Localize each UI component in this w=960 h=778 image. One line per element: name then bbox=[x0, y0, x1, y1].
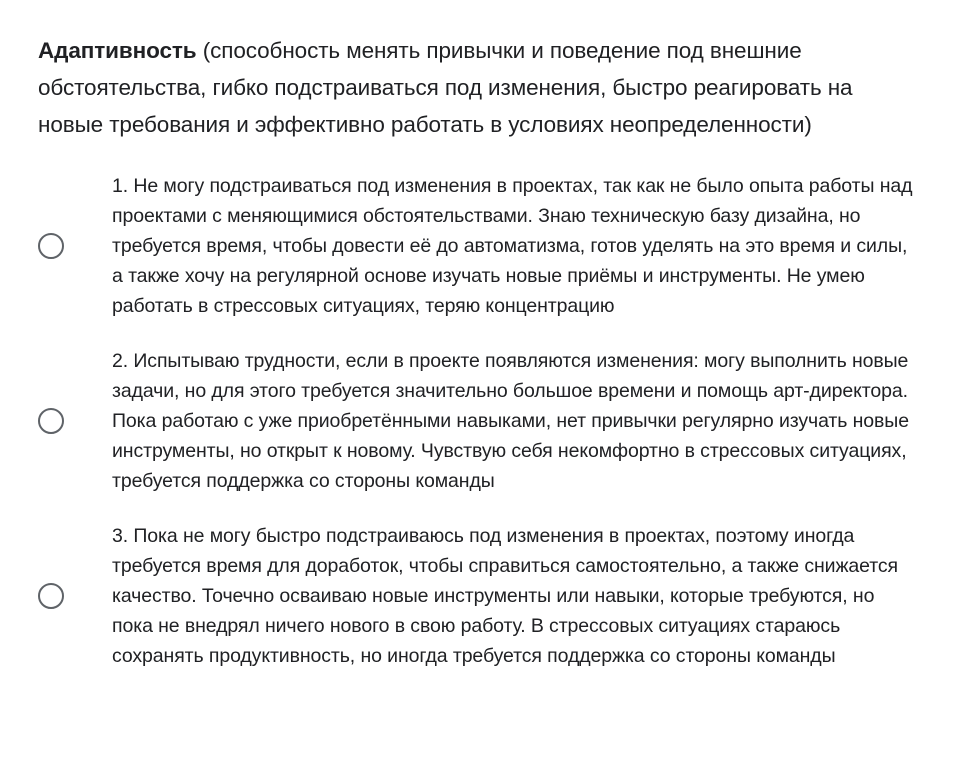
option-label[interactable]: 1. Не могу подстраиваться под изменения в проектах, так как не было опыта работы над проектами с меняющимися обстоятельствами. Знаю техническую базу дизайна, но требуется время, чтобы довести её до автоматизма, готов уделять на это время и силы, а также хочу на регулярной основе изучать новые приёмы и инструменты. Не умею работать в стрессовых ситуациях, теряю концентрацию bbox=[112, 175, 913, 317]
radio-button-icon[interactable] bbox=[38, 583, 64, 609]
radio-button-icon[interactable] bbox=[38, 233, 64, 259]
radio-option-2[interactable] bbox=[38, 346, 920, 496]
radio-option-3[interactable] bbox=[38, 521, 920, 671]
radio-group bbox=[38, 171, 920, 671]
option-label-wrapper bbox=[86, 346, 920, 496]
option-label-wrapper bbox=[86, 171, 920, 321]
question-title: Адаптивность bbox=[38, 38, 197, 63]
radio-option-1[interactable] bbox=[38, 171, 920, 321]
option-label[interactable]: 3. Пока не могу быстро подстраиваюсь под изменения в проектах, поэтому иногда требуется время для доработок, чтобы справиться самостоятельно, а также снижается качество. Точечно осваиваю новые инструменты или навыки, которые требуются, но пока не внедрял ничего нового в свою работу. В стрессовых ситуациях стараюсь сохранять продуктивность, но иногда требуется поддержка со стороны команды bbox=[112, 525, 898, 667]
option-label-wrapper bbox=[86, 521, 920, 671]
question-text bbox=[38, 32, 918, 143]
radio-button-icon[interactable] bbox=[38, 408, 64, 434]
question-description: (способность менять привычки и поведение под внешние обстоятельства, гибко подстраиваться под изменения, быстро реагировать на новые требования и эффективно работать в условиях неопределенности) bbox=[38, 38, 853, 137]
option-label[interactable]: 2. Испытываю трудности, если в проекте появляются изменения: могу выполнить новые задачи, но для этого требуется значительно большое времени и помощь арт-директора. Пока работаю с уже приобретёнными навыками, нет привычки регулярно изучать новые инструменты, но открыт к новому. Чувствую себя некомфортно в стрессовых ситуациях, требуется поддержка со стороны команды bbox=[112, 350, 909, 492]
